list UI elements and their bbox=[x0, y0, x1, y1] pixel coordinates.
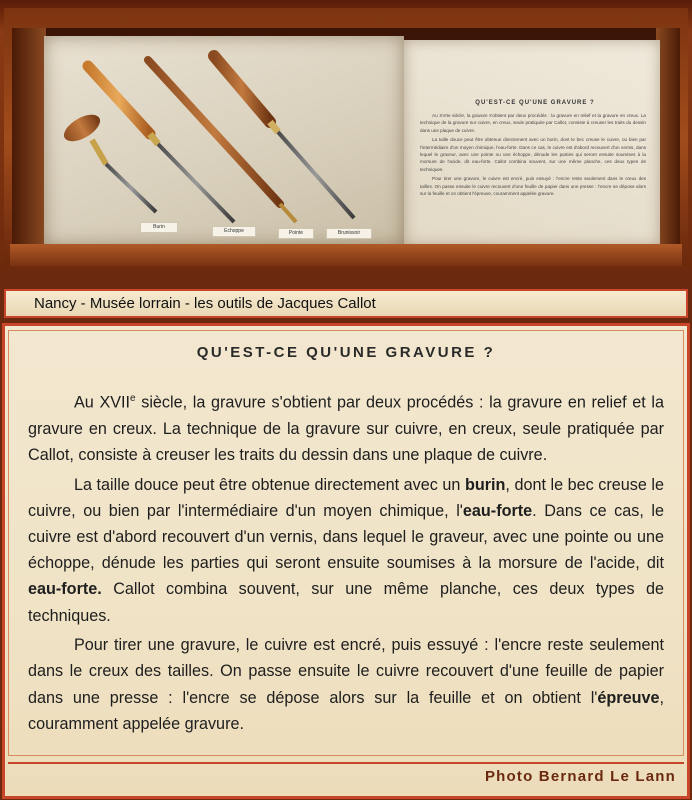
bold-term-epreuve: épreuve bbox=[597, 688, 660, 707]
display-case-photo bbox=[0, 0, 692, 270]
caption-text: Nancy - Musée lorrain - les outils de Jacques Callot bbox=[34, 295, 376, 312]
brunissoir-tool bbox=[214, 56, 354, 218]
tool-label-pointe: Pointe bbox=[278, 228, 314, 239]
superscript: e bbox=[130, 393, 136, 404]
sign-paragraph-2 bbox=[28, 472, 664, 629]
text-run: , couramment appelée gravure. bbox=[28, 688, 664, 733]
text-run: siècle, la gravure s'obtient par deux procédés : la gravure en relief et la gravure en creux. La technique de la gravure sur cuivre, en creux, seule pratiquée par Callot, consiste à creuser les traits du dessin dans une plaque de cuivre. bbox=[28, 393, 664, 464]
text-run: . Dans ce cas, le cuivre est d'abord recouvert d'un vernis, dans lequel le graveur, avec une pointe ou une échoppe, dénude les parties qui seront ensuite soumises à la morsure de l'acide, dit bbox=[28, 501, 664, 573]
text-run: Pour tirer une gravure, le cuivre est encré, puis essuyé : l'encre reste seulement dans le creux des tailles. On passe ensuite le cuivre recouvert d'une feuille de papier dans une presse : l'encre se dépose alors sur la feuille et on obtient l' bbox=[28, 636, 664, 707]
mini-sign-paragraph: Pour tirer une gravure, le cuivre est encré, puis essuyé : l'encre reste seulement dans le creux des tailles. On passe ensuite le cuivre recouvert d'une feuille de papier dans une presse : l'encre se dépose alors sur la feuille et on obtient l'épreuve, couramment appelée gravure. bbox=[420, 176, 646, 197]
mini-sign-paragraph: Au XVIIe siècle, la gravure s'obtient par deux procédés : la gravure en relief et la gravure en creux. La technique de la gravure sur cuivre, en creux, seule pratiquée par Callot, consiste à creuser les traits du dessin dans une plaque de cuivre. bbox=[420, 113, 646, 133]
sign-paragraph-1 bbox=[28, 386, 664, 468]
tool-label-echoppe: Echoppe bbox=[212, 226, 256, 237]
echoppe-tool bbox=[88, 66, 234, 222]
sign-title: QU'EST-CE QU'UNE GRAVURE ? bbox=[196, 344, 496, 361]
sign-body bbox=[28, 386, 664, 741]
mini-sign-text bbox=[420, 112, 646, 199]
bold-term-eau-forte: eau-forte bbox=[462, 501, 533, 520]
text-run: , dont le bec creuse le cuivre, ou bien par l'intermédiaire d'un moyen chimique, l' bbox=[28, 475, 664, 520]
mini-sign-title: QU'EST-CE QU'UNE GRAVURE ? bbox=[475, 100, 595, 106]
footer-divider bbox=[8, 762, 684, 764]
tool-label-brunissoir: Brunissoir bbox=[326, 228, 372, 239]
sign-paragraph-3 bbox=[28, 632, 664, 737]
case-side-left bbox=[12, 28, 46, 258]
bold-term-burin: burin bbox=[464, 475, 506, 494]
tool-label-burin: Burin bbox=[140, 222, 178, 233]
text-run: La taille douce peut être obtenue directement avec un bbox=[74, 475, 465, 494]
engraving-tools-illustration bbox=[44, 36, 404, 246]
mini-sign-paragraph: La taille douce peut être obtenue directement avec un burin, dont le bec creuse le cuivre, ou bien par l'intermédiaire d'un moyen chimique, l'eau-forte. Dans ce cas, le cuivre est d'abord recouvert d'un vernis, dans lequel le graveur, avec une pointe ou une échoppe, dénude les parties qui seront ensuite soumises à la morsure de l'acide, dit eau-forte. Callot combina souvent, sur une même planche, ces deux types de techniques. bbox=[420, 137, 646, 172]
text-run: Au XVII bbox=[74, 393, 131, 412]
bold-term-eau-forte: eau-forte. bbox=[28, 580, 102, 599]
photo-credit: Photo Bernard Le Lann bbox=[484, 768, 676, 785]
pointe-tool bbox=[148, 60, 296, 222]
text-run: Callot combina souvent, sur une même planche, ces deux types de techniques. bbox=[28, 580, 664, 625]
case-ledge bbox=[10, 244, 682, 266]
